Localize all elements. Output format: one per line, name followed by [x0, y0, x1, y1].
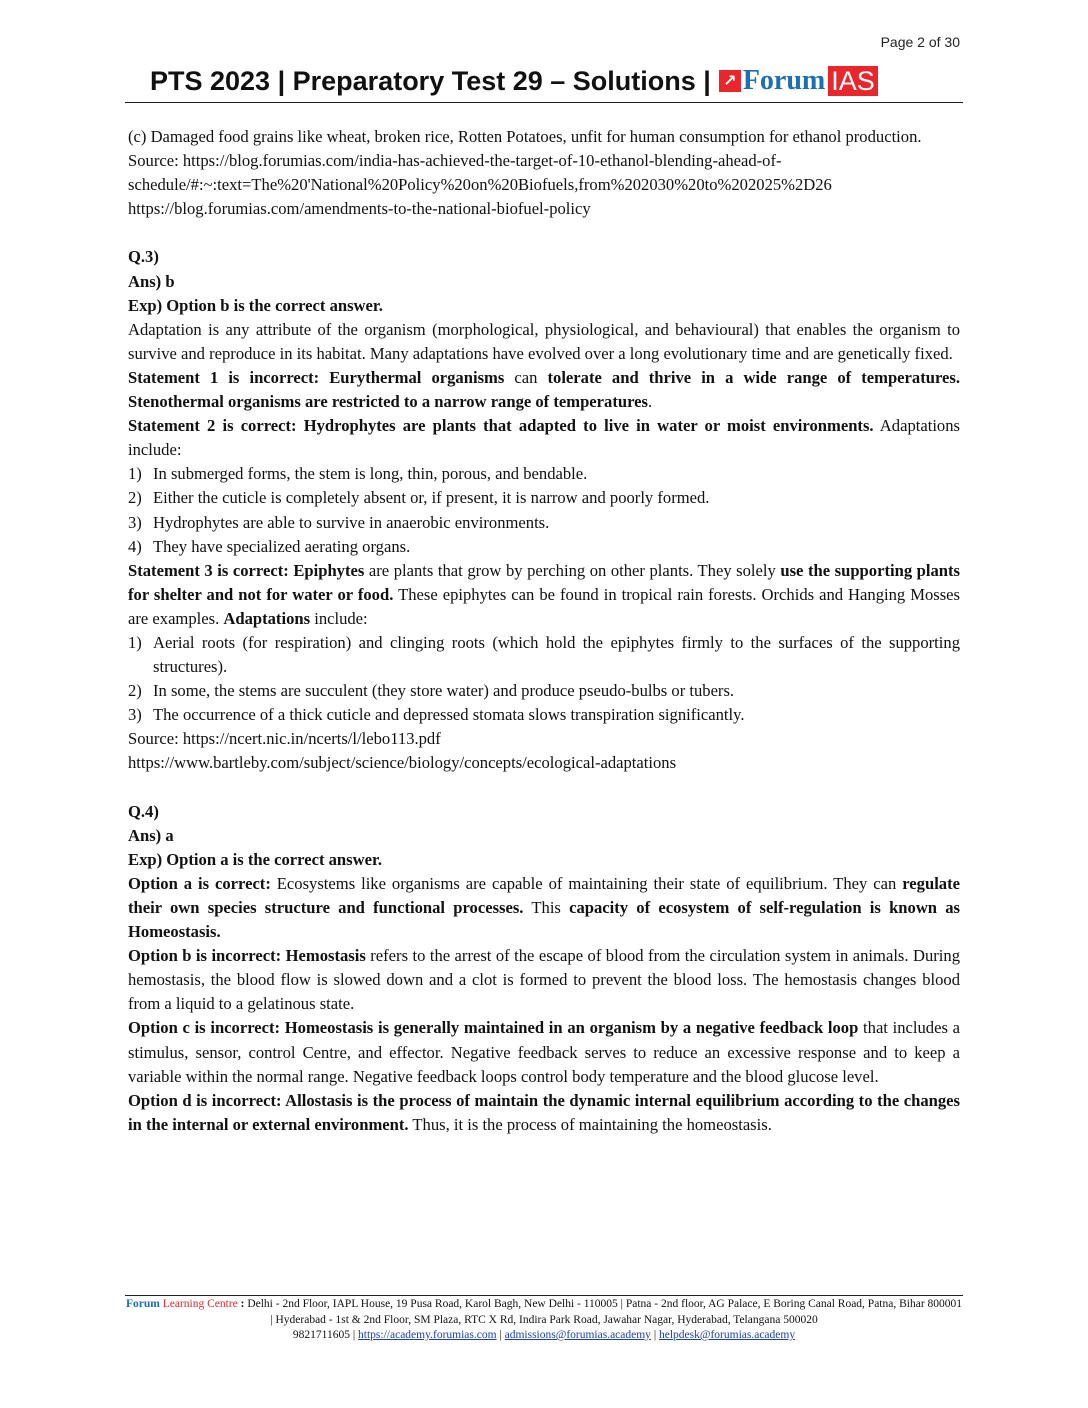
list-text: [153, 511, 960, 535]
list-text: [153, 486, 960, 510]
paragraph: [128, 559, 960, 631]
bold-text: Q.3): [128, 247, 159, 267]
bold-text: Option a is correct:: [128, 873, 271, 893]
logo-forum-text: Forum: [742, 65, 826, 96]
text: The occurrence of a thick cuticle and depressed stomata slows transpiration significantly.: [153, 705, 745, 725]
text: Aerial roots (for respiration) and clinging roots (which hold the epiphytes firmly to the surfaces of the supporting structures).: [153, 632, 960, 677]
list-item: [128, 679, 960, 703]
list-number: 3): [128, 705, 142, 725]
page-title: PTS 2023 | Preparatory Test 29 – Solutions |: [150, 65, 711, 96]
text: refers to the arrest of the escape of blood from the circulation system in animals. During hemostasis, the blood flow is slowed down and a clot is formed to prevent the blood loss. The hemostasis changes blood from a liquid to a gelatinous state.: [128, 946, 960, 1014]
list-text: [153, 679, 960, 703]
text: are plants that grow by perching on other plants. They solely: [364, 560, 781, 580]
bold-text: capacity of ecosystem of self-regulation is known as Homeostasis.: [128, 898, 961, 942]
bold-text: Statement 1 is incorrect: Eurythermal organisms: [128, 367, 515, 387]
arrow-icon: ↗: [719, 70, 741, 92]
bold-text: Statement 3 is correct: Epiphytes: [128, 560, 365, 580]
paragraph: [128, 414, 960, 462]
text: In submerged forms, the stem is long, thin, porous, and bendable.: [153, 464, 588, 484]
footer-sep: |: [349, 1329, 359, 1341]
source-line: [128, 727, 960, 751]
list-item: [128, 631, 960, 679]
footer-colon: :: [237, 1298, 248, 1310]
list-number: 2): [128, 488, 142, 508]
text: that includes a stimulus, sensor, control Centre, and effector. Negative feedback serves to reduce an excessive response and to keep a variable within the normal range. Negative feedback loops control body temperature and the blood glucose level.: [128, 1018, 960, 1086]
bold-text: regulate their own species structure and functional processes.: [128, 873, 960, 917]
text: schedule/#:~:text=The%20'National%20Policy%20on%20Biofuels,from%202030%20to%202025%2D26: [128, 175, 832, 195]
paragraph: [128, 1089, 960, 1137]
paragraph: [128, 366, 960, 414]
bold-text: use the supporting plants for shelter and not for water or food.: [128, 560, 961, 604]
bold-text: tolerate and thrive in a wide range of temperatures. Stenothermal organisms are restricted to a narrow range of temperatures: [128, 367, 961, 412]
footer-sep: |: [650, 1329, 659, 1341]
bold-text: Option c is incorrect: Homeostasis is generally maintained in an organism by a negative feedback loop: [128, 1018, 859, 1038]
source-line: [128, 173, 960, 197]
text: In some, the stems are succulent (they store water) and produce pseudo-bulbs or tubers.: [153, 681, 735, 701]
paragraph: [128, 125, 960, 149]
list-item: [128, 511, 960, 535]
list-text: [153, 535, 960, 559]
bold-text: Ans) a: [128, 825, 174, 845]
footer-address: Delhi - 2nd Floor, IAPL House, 19 Pusa Road, Karol Bagh, New Delhi - 110005 | Patna - 2nd floor, AG Palace, E Boring Canal Road, Patna, Bihar 800001 | Hyderabad - 1st & 2nd Floor, SM Plaza, RTC X Rd, Indira Park Road, Jawahar Nagar, Hyderabad, Telangana 500020: [247, 1298, 963, 1326]
footer-website-link[interactable]: https://academy.forumias.com: [358, 1329, 497, 1341]
text: Ecosystems like organisms are capable of maintaining their state of equilibrium. They can: [270, 873, 903, 893]
paragraph: [128, 848, 960, 872]
list-number: 1): [128, 632, 142, 652]
text: https://www.bartleby.com/subject/science/biology/concepts/ecological-adaptations: [128, 753, 677, 773]
list-text: [153, 462, 960, 486]
paragraph: [128, 294, 960, 318]
paragraph: [128, 270, 960, 294]
paragraph: [128, 872, 960, 944]
bold-text: Exp) Option a is the correct answer.: [128, 849, 382, 869]
bold-text: Adaptations: [223, 608, 311, 628]
list-number: 3): [128, 512, 142, 532]
paragraph: [128, 1016, 960, 1088]
text: They have specialized aerating organs.: [153, 536, 411, 556]
forumias-logo: [719, 67, 878, 95]
footer-forum: Forum: [125, 1298, 160, 1310]
footer-helpdesk-email-link[interactable]: helpdesk@forumias.academy: [659, 1329, 796, 1341]
text: (c) Damaged food grains like wheat, broken rice, Rotten Potatoes, unfit for human consumption for ethanol production.: [128, 127, 922, 146]
source-line: [128, 149, 960, 173]
source-line: [128, 751, 960, 775]
text: Hydrophytes are able to survive in anaerobic environments.: [153, 512, 550, 532]
text: Thus, it is the process of maintaining the homeostasis.: [408, 1114, 772, 1134]
footer-divider: [125, 1295, 963, 1296]
bold-text: Option b is incorrect: Hemostasis: [128, 946, 366, 966]
text: Either the cuticle is completely absent or, if present, it is narrow and poorly formed.: [153, 488, 710, 508]
list-text: [153, 631, 960, 679]
list-item: [128, 535, 960, 559]
text: https://blog.forumias.com/amendments-to-the-national-biofuel-policy: [128, 199, 591, 219]
text: Adaptation is any attribute of the organism (morphological, physiological, and behavioural) that enables the organism to survive and reproduce in its habitat. Many adaptations have evolved over a long evolutionary time and are genetically fixed.: [128, 319, 960, 363]
logo-ias-text: IAS: [828, 66, 878, 96]
bold-text: Q.4): [128, 801, 159, 821]
text: This: [523, 898, 570, 917]
footer-learning-centre: Learning Centre: [162, 1298, 238, 1310]
bold-text: Statement 2 is correct: Hydrophytes are plants that adapted to live in water or moist environments.: [128, 416, 874, 436]
text: Source: https://blog.forumias.com/india-has-achieved-the-target-of-10-ethanol-blending-ahead-of-: [128, 151, 782, 171]
spacer: [128, 776, 960, 800]
page-number: Page 2 of 30: [880, 34, 960, 50]
source-line: [128, 197, 960, 221]
list-number: 2): [128, 681, 142, 701]
text: Source: https://ncert.nic.in/ncerts/l/lebo113.pdf: [128, 729, 441, 749]
header-divider: [125, 102, 963, 103]
text: These epiphytes can be found in tropical rain forests. Orchids and Hanging Mosses are examples.: [128, 584, 960, 628]
text: .: [647, 392, 653, 412]
paragraph: [128, 318, 960, 366]
document-body: [128, 125, 960, 1137]
text: Adaptations include:: [128, 416, 960, 460]
text: can: [514, 367, 548, 387]
list-text: [153, 703, 960, 727]
text: include:: [310, 608, 368, 628]
footer-admissions-email-link[interactable]: admissions@forumias.academy: [504, 1329, 651, 1341]
list-number: 1): [128, 464, 142, 484]
page-header: [150, 64, 878, 98]
list-item: [128, 703, 960, 727]
paragraph: [128, 245, 960, 269]
bold-text: Ans) b: [128, 271, 175, 291]
list-item: [128, 486, 960, 510]
bold-text: Exp) Option b is the correct answer.: [128, 295, 383, 315]
paragraph: [128, 800, 960, 824]
list-number: 4): [128, 536, 142, 556]
paragraph: [128, 944, 960, 1016]
bold-text: Option d is incorrect: Allostasis is the process of maintain the dynamic internal equilibrium according to the changes in the internal or external environment.: [128, 1090, 960, 1134]
spacer: [128, 221, 960, 245]
list-item: [128, 462, 960, 486]
footer-phone: 9821711605: [292, 1329, 350, 1341]
paragraph: [128, 824, 960, 848]
footer: [125, 1297, 963, 1344]
footer-sep: |: [496, 1329, 505, 1341]
